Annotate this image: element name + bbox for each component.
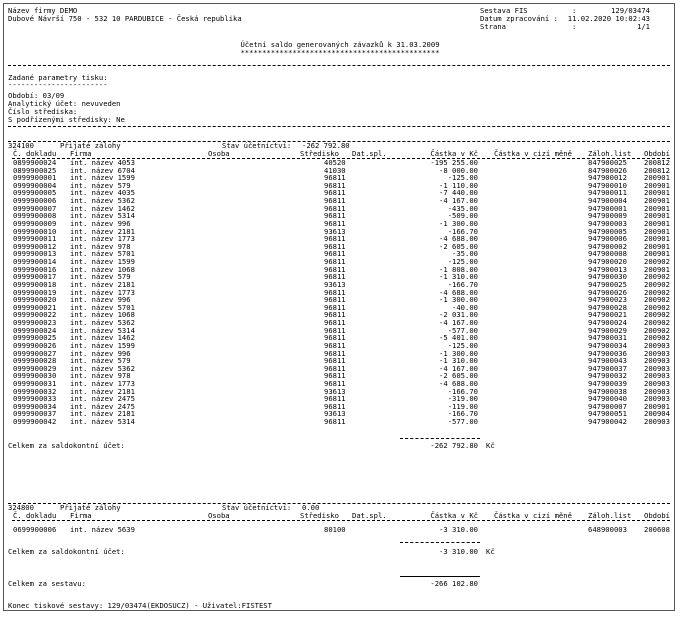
cell-zaloh-list: 947900007 bbox=[588, 401, 627, 411]
cell-stredisko: 96811 bbox=[324, 310, 346, 320]
cell-doc: 0999900026 bbox=[13, 340, 57, 350]
cell-zaloh-list: 947900037 bbox=[588, 363, 627, 373]
cell-doc: 0999900009 bbox=[13, 218, 57, 228]
cell-firma: int. název 1773 bbox=[70, 234, 135, 244]
cell-stredisko: 96811 bbox=[324, 394, 346, 404]
cell-castka: -1 808.00 bbox=[439, 264, 478, 274]
cell-doc: 0699900006 bbox=[13, 525, 57, 534]
col-doc: Č. dokladu bbox=[13, 149, 57, 158]
cell-firma: int. název 5639 bbox=[70, 525, 135, 534]
sestava-value: 129/03474 bbox=[611, 6, 650, 15]
col-castka-kc: Částka v Kč bbox=[430, 149, 478, 158]
cell-obdobi: 200902 bbox=[644, 310, 670, 320]
table-row bbox=[4, 526, 674, 534]
cell-stredisko: 96811 bbox=[324, 188, 346, 198]
stav-label: Stav účetnictví: bbox=[222, 141, 292, 150]
cell-zaloh-list: 947900051 bbox=[588, 409, 627, 419]
param-subcenters: S podřízenými středisky: Ne bbox=[8, 115, 125, 124]
cell-obdobi: 200902 bbox=[644, 302, 670, 312]
col-osoba: Osoba bbox=[208, 511, 230, 520]
cell-stredisko: 96811 bbox=[324, 340, 346, 350]
col-firma: Firma bbox=[70, 149, 92, 158]
cell-firma: int. název 5314 bbox=[70, 211, 135, 221]
cell-doc: 0999900027 bbox=[13, 348, 57, 358]
section-total-value: -3 310.00 bbox=[439, 547, 478, 556]
cell-zaloh-list: 947900024 bbox=[588, 318, 627, 328]
datum-value: 11.02.2020 10:02:43 bbox=[567, 14, 650, 23]
param-period: Období: 03/09 bbox=[8, 91, 65, 100]
cell-zaloh-list: 947900030 bbox=[588, 272, 627, 282]
cell-doc: 0999900005 bbox=[13, 188, 57, 198]
cell-stredisko: 96811 bbox=[324, 264, 346, 274]
cell-obdobi: 200901 bbox=[644, 196, 670, 206]
col-zaloh-list: Záloh.list bbox=[588, 511, 632, 520]
cell-castka: -1 310.00 bbox=[439, 356, 478, 366]
cell-firma: int. název 5314 bbox=[70, 325, 135, 335]
cell-castka: -166.70 bbox=[447, 409, 478, 419]
cell-doc: 0899900024 bbox=[13, 158, 57, 167]
cell-doc: 0999900010 bbox=[13, 226, 57, 236]
cell-zaloh-list: 947900008 bbox=[588, 249, 627, 259]
section-total-currency: Kč bbox=[486, 547, 495, 556]
cell-obdobi: 200901 bbox=[644, 249, 670, 259]
cell-doc: 0999900004 bbox=[13, 180, 57, 190]
cell-stredisko: 80100 bbox=[324, 525, 346, 534]
cell-castka: -4 167.00 bbox=[439, 318, 478, 328]
cell-firma: int. název 996 bbox=[70, 218, 131, 228]
cell-castka: -166.70 bbox=[447, 386, 478, 396]
table-row bbox=[4, 418, 674, 426]
cell-castka: -7 440.00 bbox=[439, 188, 478, 198]
cell-firma: int. název 5701 bbox=[70, 302, 135, 312]
cell-obdobi: 200902 bbox=[644, 325, 670, 335]
cell-zaloh-list: 947900042 bbox=[588, 417, 627, 427]
cell-obdobi: 200903 bbox=[644, 356, 670, 366]
cell-firma: int. název 1599 bbox=[70, 173, 135, 183]
cell-castka: -2 031.00 bbox=[439, 310, 478, 320]
cell-obdobi: 200902 bbox=[644, 257, 670, 267]
cell-doc: 0999900042 bbox=[13, 417, 57, 427]
cell-firma: int. název 1599 bbox=[70, 340, 135, 350]
cell-obdobi: 200903 bbox=[644, 363, 670, 373]
section-account-name: Přijaté zálohy bbox=[60, 503, 121, 512]
strana-value: 1/1 bbox=[637, 22, 650, 31]
cell-castka: -1 310.00 bbox=[439, 272, 478, 282]
cell-obdobi: 200901 bbox=[644, 173, 670, 183]
cell-zaloh-list: 947900032 bbox=[588, 371, 627, 381]
cell-zaloh-list: 947900021 bbox=[588, 310, 627, 320]
cell-doc: 0999900020 bbox=[13, 295, 57, 305]
cell-zaloh-list: 947900038 bbox=[588, 386, 627, 396]
cell-stredisko: 93613 bbox=[324, 279, 346, 289]
cell-castka: -195 255.00 bbox=[430, 158, 478, 167]
divider bbox=[12, 520, 670, 521]
cell-castka: -509.00 bbox=[447, 211, 478, 221]
cell-castka: -1 300.00 bbox=[439, 295, 478, 305]
cell-zaloh-list: 847900025 bbox=[588, 158, 627, 167]
cell-obdobi: 200903 bbox=[644, 417, 670, 427]
label-strana: Strana bbox=[480, 22, 506, 31]
section-total-currency: Kč bbox=[486, 441, 495, 450]
cell-doc: 0999900029 bbox=[13, 363, 57, 373]
cell-castka: -166.70 bbox=[447, 279, 478, 289]
cell-obdobi: 200902 bbox=[644, 287, 670, 297]
cell-doc: 0999900007 bbox=[13, 203, 57, 213]
cell-zaloh-list: 947900039 bbox=[588, 378, 627, 388]
cell-firma: int. název 6704 bbox=[70, 165, 135, 175]
cell-zaloh-list: 947900006 bbox=[588, 234, 627, 244]
cell-castka: -125.00 bbox=[447, 173, 478, 183]
cell-stredisko: 96811 bbox=[324, 203, 346, 213]
col-dat-spl: Dat.spl. bbox=[352, 511, 387, 520]
cell-firma: int. název 1068 bbox=[70, 310, 135, 320]
cell-obdobi: 200902 bbox=[644, 295, 670, 305]
cell-stredisko: 96811 bbox=[324, 249, 346, 259]
cell-obdobi: 200904 bbox=[644, 409, 670, 419]
cell-obdobi: 200903 bbox=[644, 348, 670, 358]
cell-zaloh-list: 947900043 bbox=[588, 356, 627, 366]
colon-1: : bbox=[572, 6, 577, 15]
cell-obdobi: 200903 bbox=[644, 394, 670, 404]
col-stredisko: Středisko bbox=[300, 149, 339, 158]
cell-stredisko: 96811 bbox=[324, 272, 346, 282]
cell-stredisko: 96811 bbox=[324, 363, 346, 373]
cell-obdobi: 200901 bbox=[644, 264, 670, 274]
cell-zaloh-list: 947900036 bbox=[588, 348, 627, 358]
grand-total-value: -266 102.80 bbox=[430, 579, 478, 588]
grand-total-label: Celkem za sestavu: bbox=[8, 579, 86, 588]
col-castka-kc: Částka v Kč bbox=[430, 511, 478, 520]
cell-firma: int. název 2475 bbox=[70, 401, 135, 411]
cell-doc: 0999900030 bbox=[13, 371, 57, 381]
param-account: Analytický účet: nevuveden bbox=[8, 99, 121, 108]
divider bbox=[8, 126, 670, 127]
cell-obdobi: 200903 bbox=[644, 340, 670, 350]
cell-stredisko: 96811 bbox=[324, 173, 346, 183]
col-zaloh-list: Záloh.list bbox=[588, 149, 632, 158]
cell-obdobi: 200903 bbox=[644, 378, 670, 388]
cell-firma: int. název 1068 bbox=[70, 264, 135, 274]
cell-stredisko: 96811 bbox=[324, 333, 346, 343]
cell-castka: -3 310.00 bbox=[439, 525, 478, 534]
cell-firma: int. název 996 bbox=[70, 348, 131, 358]
col-dat-spl: Dat.spl. bbox=[352, 149, 387, 158]
cell-doc: 0899900025 bbox=[13, 165, 57, 175]
cell-stredisko: 96811 bbox=[324, 371, 346, 381]
col-castka-cizi: Částka v cizí měně bbox=[494, 149, 572, 158]
cell-firma: int. název 1599 bbox=[70, 257, 135, 267]
cell-doc: 0999900028 bbox=[13, 356, 57, 366]
col-osoba: Osoba bbox=[208, 149, 230, 158]
title-stars: ********************************************** bbox=[240, 48, 440, 57]
cell-stredisko: 93613 bbox=[324, 226, 346, 236]
cell-castka: -8 000.00 bbox=[439, 165, 478, 175]
cell-castka: -4 688.00 bbox=[439, 234, 478, 244]
cell-stredisko: 96811 bbox=[324, 356, 346, 366]
section-total-value: -262 792.80 bbox=[430, 441, 478, 450]
cell-zaloh-list: 947900026 bbox=[588, 287, 627, 297]
column-header bbox=[4, 512, 674, 520]
cell-doc: 0999900008 bbox=[13, 211, 57, 221]
cell-obdobi: 200901 bbox=[644, 203, 670, 213]
cell-obdobi: 200901 bbox=[644, 211, 670, 221]
cell-zaloh-list: 947900034 bbox=[588, 340, 627, 350]
col-obdobi: Období bbox=[644, 149, 670, 158]
cell-stredisko: 96811 bbox=[324, 218, 346, 228]
col-doc: Č. dokladu bbox=[13, 511, 57, 520]
colon-3: : bbox=[572, 22, 577, 31]
cell-firma: int. název 978 bbox=[70, 241, 131, 251]
cell-obdobi: 200901 bbox=[644, 226, 670, 236]
cell-zaloh-list: 648900003 bbox=[588, 525, 627, 534]
cell-firma: int. název 579 bbox=[70, 272, 131, 282]
cell-stredisko: 40520 bbox=[324, 158, 346, 167]
cell-zaloh-list: 947900001 bbox=[588, 203, 627, 213]
cell-obdobi: 200903 bbox=[644, 371, 670, 381]
cell-firma: int. název 5314 bbox=[70, 417, 135, 427]
cell-zaloh-list: 947900005 bbox=[588, 226, 627, 236]
cell-obdobi: 200902 bbox=[644, 318, 670, 328]
cell-stredisko: 96811 bbox=[324, 180, 346, 190]
cell-firma: int. název 5362 bbox=[70, 318, 135, 328]
cell-castka: -4 167.00 bbox=[439, 196, 478, 206]
cell-castka: -4 167.00 bbox=[439, 363, 478, 373]
cell-zaloh-list: 947900009 bbox=[588, 211, 627, 221]
cell-zaloh-list: 947900028 bbox=[588, 302, 627, 312]
cell-obdobi: 200901 bbox=[644, 234, 670, 244]
stav-value: -262 792.80 bbox=[302, 141, 350, 150]
cell-obdobi: 200902 bbox=[644, 272, 670, 282]
cell-doc: 0999900025 bbox=[13, 333, 57, 343]
cell-stredisko: 96811 bbox=[324, 417, 346, 427]
cell-doc: 0999900013 bbox=[13, 249, 57, 259]
cell-stredisko: 96811 bbox=[324, 234, 346, 244]
cell-stredisko: 96811 bbox=[324, 196, 346, 206]
cell-firma: int. název 996 bbox=[70, 295, 131, 305]
cell-zaloh-list: 947900013 bbox=[588, 264, 627, 274]
cell-doc: 0999900032 bbox=[13, 386, 57, 396]
cell-firma: int. název 1462 bbox=[70, 333, 135, 343]
cell-obdobi: 200901 bbox=[644, 218, 670, 228]
cell-zaloh-list: 947900025 bbox=[588, 279, 627, 289]
cell-doc: 0999900033 bbox=[13, 394, 57, 404]
cell-castka: -125.00 bbox=[447, 340, 478, 350]
cell-firma: int. název 5362 bbox=[70, 196, 135, 206]
cell-firma: int. název 579 bbox=[70, 356, 131, 366]
cell-zaloh-list: 947900010 bbox=[588, 180, 627, 190]
column-header bbox=[4, 150, 674, 158]
cell-doc: 0999900001 bbox=[13, 173, 57, 183]
cell-zaloh-list: 947900020 bbox=[588, 257, 627, 267]
total-rule bbox=[400, 438, 480, 439]
cell-castka: -35.00 bbox=[452, 249, 478, 259]
cell-castka: -2 605.00 bbox=[439, 371, 478, 381]
section-total-label: Celkem za saldokontní účet: bbox=[8, 441, 125, 450]
cell-firma: int. název 2181 bbox=[70, 386, 135, 396]
section-account: 324800 bbox=[8, 503, 34, 512]
cell-obdobi: 200901 bbox=[644, 188, 670, 198]
cell-doc: 0999900022 bbox=[13, 310, 57, 320]
cell-castka: -40.00 bbox=[452, 302, 478, 312]
cell-obdobi: 200812 bbox=[644, 165, 670, 175]
cell-obdobi: 200901 bbox=[644, 241, 670, 251]
cell-stredisko: 96811 bbox=[324, 295, 346, 305]
cell-doc: 0999900021 bbox=[13, 302, 57, 312]
cell-zaloh-list: 947900004 bbox=[588, 196, 627, 206]
cell-zaloh-list: 947900002 bbox=[588, 241, 627, 251]
cell-stredisko: 41030 bbox=[324, 165, 346, 175]
cell-stredisko: 96811 bbox=[324, 257, 346, 267]
cell-doc: 0999900024 bbox=[13, 325, 57, 335]
report-title: Účetní saldo generovaných závazků k 31.03.2009 bbox=[240, 40, 440, 49]
cell-firma: int. název 5701 bbox=[70, 249, 135, 259]
cell-zaloh-list: 847900026 bbox=[588, 165, 627, 175]
cell-castka: -577.00 bbox=[447, 417, 478, 427]
grand-total-rule bbox=[400, 576, 480, 577]
col-stredisko: Středisko bbox=[300, 511, 339, 520]
section-account: 324100 bbox=[8, 141, 34, 150]
cell-castka: -125.00 bbox=[447, 257, 478, 267]
cell-castka: -1 300.00 bbox=[439, 348, 478, 358]
cell-castka: -435.00 bbox=[447, 203, 478, 213]
cell-zaloh-list: 947900023 bbox=[588, 295, 627, 305]
stav-label: Stav účetnictví: bbox=[222, 503, 292, 512]
col-obdobi: Období bbox=[644, 511, 670, 520]
cell-stredisko: 96811 bbox=[324, 401, 346, 411]
cell-stredisko: 96811 bbox=[324, 211, 346, 221]
cell-stredisko: 96811 bbox=[324, 302, 346, 312]
cell-doc: 0999900023 bbox=[13, 318, 57, 328]
cell-obdobi: 200901 bbox=[644, 180, 670, 190]
params-underline: ----------------------- bbox=[8, 80, 108, 89]
cell-stredisko: 96811 bbox=[324, 378, 346, 388]
cell-firma: int. název 5362 bbox=[70, 363, 135, 373]
cell-stredisko: 96811 bbox=[324, 348, 346, 358]
cell-stredisko: 96811 bbox=[324, 287, 346, 297]
cell-doc: 0999900018 bbox=[13, 279, 57, 289]
param-center: Číslo střediska: bbox=[8, 107, 78, 116]
cell-obdobi: 200902 bbox=[644, 333, 670, 343]
cell-obdobi: 200812 bbox=[644, 158, 670, 167]
cell-zaloh-list: 947900029 bbox=[588, 325, 627, 335]
cell-doc: 0999900014 bbox=[13, 257, 57, 267]
cell-firma: int. název 2181 bbox=[70, 409, 135, 419]
cell-castka: -1 300.00 bbox=[439, 218, 478, 228]
cell-stredisko: 96811 bbox=[324, 318, 346, 328]
cell-firma: int. název 978 bbox=[70, 371, 131, 381]
label-datum: Datum zpracování : bbox=[480, 14, 558, 23]
total-rule bbox=[400, 542, 480, 543]
cell-firma: int. název 1462 bbox=[70, 203, 135, 213]
cell-firma: int. název 2181 bbox=[70, 226, 135, 236]
cell-zaloh-list: 947900011 bbox=[588, 188, 627, 198]
cell-obdobi: 200903 bbox=[644, 386, 670, 396]
params-heading: Zadané parametry tisku: bbox=[8, 73, 108, 82]
col-castka-cizi: Částka v cizí měně bbox=[494, 511, 572, 520]
cell-doc: 0999900017 bbox=[13, 272, 57, 282]
cell-obdobi: 200608 bbox=[644, 525, 670, 534]
cell-castka: -1 110.00 bbox=[439, 180, 478, 190]
cell-castka: -119.00 bbox=[447, 401, 478, 411]
cell-firma: int. název 4035 bbox=[70, 188, 135, 198]
cell-zaloh-list: 947900031 bbox=[588, 333, 627, 343]
cell-zaloh-list: 947900012 bbox=[588, 173, 627, 183]
cell-zaloh-list: 947900003 bbox=[588, 218, 627, 228]
company-name: Název firmy DEMO bbox=[8, 6, 78, 15]
section-total-label: Celkem za saldokontní účet: bbox=[8, 547, 125, 556]
company-address: Dubové Návrší 750 - 532 10 PARDUBICE - Česká republika bbox=[8, 14, 242, 23]
cell-stredisko: 96811 bbox=[324, 241, 346, 251]
cell-firma: int. název 2181 bbox=[70, 279, 135, 289]
label-sestava: Sestava FIS bbox=[480, 6, 528, 15]
section-account-name: Přijaté zálohy bbox=[60, 141, 121, 150]
cell-doc: 0999900016 bbox=[13, 264, 57, 274]
report-footer: Konec tiskové sestavy: 129/03474(EKDOSUCZ) - Uživatel:FISTEST bbox=[8, 601, 272, 610]
cell-doc: 0999900012 bbox=[13, 241, 57, 251]
report-page bbox=[3, 3, 675, 611]
cell-castka: -4 688.00 bbox=[439, 378, 478, 388]
cell-obdobi: 200902 bbox=[644, 279, 670, 289]
cell-castka: -319.00 bbox=[447, 394, 478, 404]
cell-doc: 0999900031 bbox=[13, 378, 57, 388]
cell-castka: -577.00 bbox=[447, 325, 478, 335]
cell-firma: int. název 1773 bbox=[70, 287, 135, 297]
cell-firma: int. název 4053 bbox=[70, 158, 135, 167]
col-firma: Firma bbox=[70, 511, 92, 520]
divider bbox=[8, 65, 670, 66]
cell-castka: -2 605.00 bbox=[439, 241, 478, 251]
cell-doc: 0999900037 bbox=[13, 409, 57, 419]
cell-firma: int. název 1773 bbox=[70, 378, 135, 388]
cell-stredisko: 96811 bbox=[324, 325, 346, 335]
cell-doc: 0999900034 bbox=[13, 401, 57, 411]
cell-firma: int. název 579 bbox=[70, 180, 131, 190]
cell-stredisko: 93613 bbox=[324, 409, 346, 419]
stav-value: 0.00 bbox=[302, 503, 320, 512]
cell-castka: -4 688.00 bbox=[439, 287, 478, 297]
cell-zaloh-list: 947900040 bbox=[588, 394, 627, 404]
cell-castka: -5 401.00 bbox=[439, 333, 478, 343]
cell-doc: 0999900011 bbox=[13, 234, 57, 244]
cell-obdobi: 200901 bbox=[644, 401, 670, 411]
cell-doc: 0999900019 bbox=[13, 287, 57, 297]
cell-stredisko: 93613 bbox=[324, 386, 346, 396]
cell-firma: int. název 2475 bbox=[70, 394, 135, 404]
cell-castka: -166.70 bbox=[447, 226, 478, 236]
cell-doc: 0999900006 bbox=[13, 196, 57, 206]
